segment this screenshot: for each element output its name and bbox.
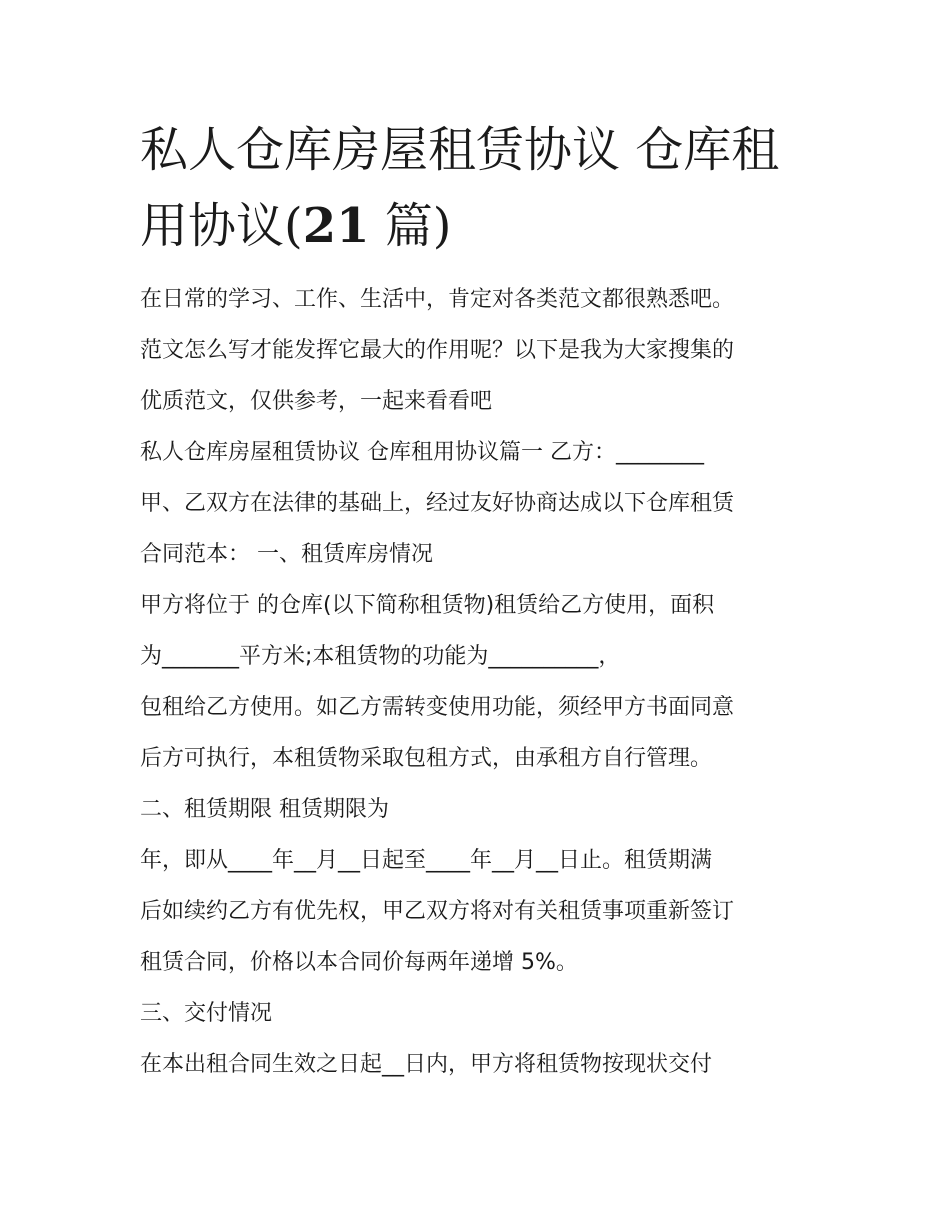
text-line-preamble-2: 合同范本： 一、租赁库房情况 xyxy=(140,542,433,567)
text-line-section2-heading: 二、租赁期限 租赁期限为 xyxy=(140,797,389,822)
text-line-intro-3: 优质范文，仅供参考，一起来看看吧 xyxy=(140,389,493,414)
text-line-section1-2: 为_______平方米;本租赁物的功能为__________， xyxy=(140,644,621,669)
title-line-2-prefix: 用协议( xyxy=(140,198,303,254)
document-body xyxy=(140,274,830,1090)
text-line-preamble-1: 甲、乙双方在法律的基础上，经过友好协商达成以下仓库租赁 xyxy=(140,491,735,516)
text-line-section3-heading: 三、交付情况 xyxy=(140,1001,273,1026)
text-line-intro-2: 范文怎么写才能发挥它最大的作用呢？以下是我为大家搜集的 xyxy=(140,338,735,363)
document-title xyxy=(140,112,830,264)
text-line-section1-4: 后方可执行，本租赁物采取包租方式，由承租方自行管理。 xyxy=(140,746,713,771)
text-line-section2-1: 年，即从____年__月__日起至____年__月__日止。租赁期满 xyxy=(140,848,713,873)
text-line-section1-1: 甲方将位于 的仓库(以下简称租赁物)租赁给乙方使用，面积 xyxy=(140,593,715,618)
text-line-intro-1: 在日常的学习、工作、生活中，肯定对各类范文都很熟悉吧。 xyxy=(140,287,735,312)
title-line-2-suffix: 篇) xyxy=(369,198,452,254)
title-line-2 xyxy=(140,188,830,264)
text-line-section3-1: 在本出租合同生效之日起__日内，甲方将租赁物按现状交付 xyxy=(140,1052,713,1077)
title-article-count: 21 xyxy=(302,198,370,254)
text-line-section2-3: 租赁合同，价格以本合同价每两年递增 5%。 xyxy=(140,950,578,975)
text-line-article-heading: 私人仓库房屋租赁协议 仓库租用协议篇一 乙方：________ xyxy=(140,440,704,465)
text-line-section2-2: 后如续约乙方有优先权，甲乙双方将对有关租赁事项重新签订 xyxy=(140,899,735,924)
title-line-1: 私人仓库房屋租赁协议 仓库租 xyxy=(140,122,780,178)
text-line-section1-3: 包租给乙方使用。如乙方需转变使用功能，须经甲方书面同意 xyxy=(140,695,735,720)
